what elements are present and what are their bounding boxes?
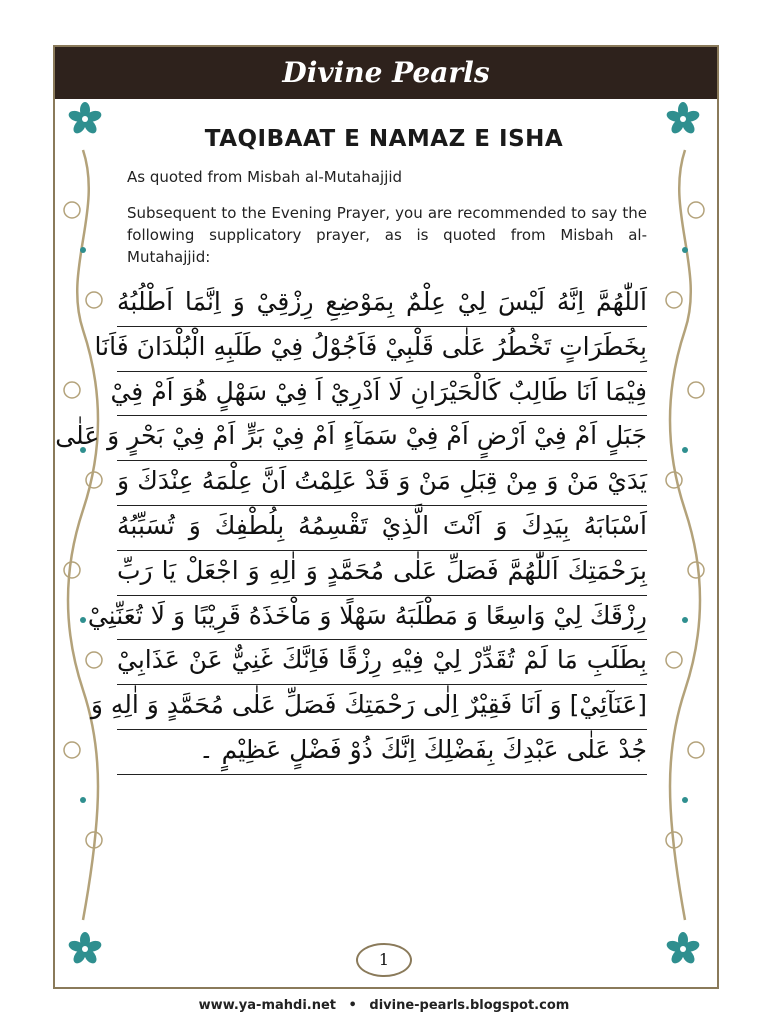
arabic-line: [عَنَآئِيْ] وَ اَنَا فَقِيْرٌ اِلٰى رَحْمَتِكَ فَصَلِّ عَلٰى مُحَمَّدٍ وَ اٰلِهِ وَ — [117, 685, 647, 730]
arabic-line: يَدَيْ مَنْ وَ مِنْ قِبَلِ مَنْ وَ قَدْ عَلِمْتُ اَنَّ عِلْمَهُ عِنْدَكَ وَ — [117, 461, 647, 506]
footer-link-ya-mahdi[interactable]: www.ya-mahdi.net — [198, 998, 337, 1013]
arabic-line: بِخَطَرَاتٍ تَخْطُرُ عَلٰى قَلْبِيْ فَاَجُوْلُ فِيْ طَلَبِهِ الْبُلْدَانَ فَاَنَا — [117, 327, 647, 372]
footer-separator: • — [348, 998, 357, 1013]
arabic-line: فِيْمَا اَنَا طَالِبٌ كَالْحَيْرَانِ لَا اَدْرِيْ اَ فِيْ سَهْلٍ هُوَ اَمْ فِيْ — [117, 372, 647, 417]
arabic-dua — [55, 282, 647, 775]
header-banner — [55, 47, 717, 99]
source-line: As quoted from Misbah al-Mutahajjid — [127, 168, 403, 186]
arabic-line: بِطَلَبِ مَا لَمْ تُقَدِّرْ لِيْ فِيْهِ رِزْقًا فَاِنَّكَ غَنِيٌّ عَنْ عَذَابِيْ — [117, 640, 647, 685]
arabic-line: رِزْقَكَ لِيْ وَاسِعًا وَ مَطْلَبَهُ سَهْلًا وَ مَاْخَذَهُ قَرِيْبًا وَ لَا تُعَنِّنِيْ — [117, 596, 647, 641]
arabic-line: بِرَحْمَتِكَ اَللّٰهُمَّ فَصَلِّ عَلٰى مُحَمَّدٍ وَ اٰلِهِ وَ اجْعَلْ يَا رَبِّ — [117, 551, 647, 596]
arabic-line: اَللّٰهُمَّ اِنَّهُ لَيْسَ لِيْ عِلْمٌ بِمَوْضِعِ رِزْقِيْ وَ اِنَّمَا اَطْلُبُهُ — [117, 282, 647, 327]
brand-logo: Divine Pearls — [282, 56, 490, 89]
arabic-line: جُدْ عَلٰى عَبْدِكَ بِفَضْلِكَ اِنَّكَ ذُوْ فَضْلٍ عَظِيْمٍ ۔ — [117, 730, 647, 775]
arabic-line: جَبَلٍ اَمْ فِيْ اَرْضٍ اَمْ فِيْ سَمَآءٍ اَمْ فِيْ بَرٍّ اَمْ فِيْ بَحْرٍ وَ عَلٰى — [117, 416, 647, 461]
vine-ornament-left — [58, 150, 108, 920]
vine-ornament-right — [660, 150, 710, 920]
flower-icon — [666, 932, 700, 966]
intro-paragraph: Subsequent to the Evening Prayer, you are recommended to say the following supplicatory prayer, as is quoted from Misbah al-Mutahajjid: — [127, 204, 647, 266]
footer-link-divine-pearls[interactable]: divine-pearls.blogspot.com — [369, 998, 570, 1013]
footer — [0, 998, 768, 1013]
arabic-line: اَسْبَابَهُ بِيَدِكَ وَ اَنْتَ الَّذِيْ تَقْسِمُهُ بِلُطْفِكَ وَ تُسَبِّبُهُ — [117, 506, 647, 551]
flower-icon — [68, 932, 102, 966]
page-number: 1 — [356, 943, 412, 977]
page-title: TAQIBAAT E NAMAZ E ISHA — [204, 126, 564, 152]
